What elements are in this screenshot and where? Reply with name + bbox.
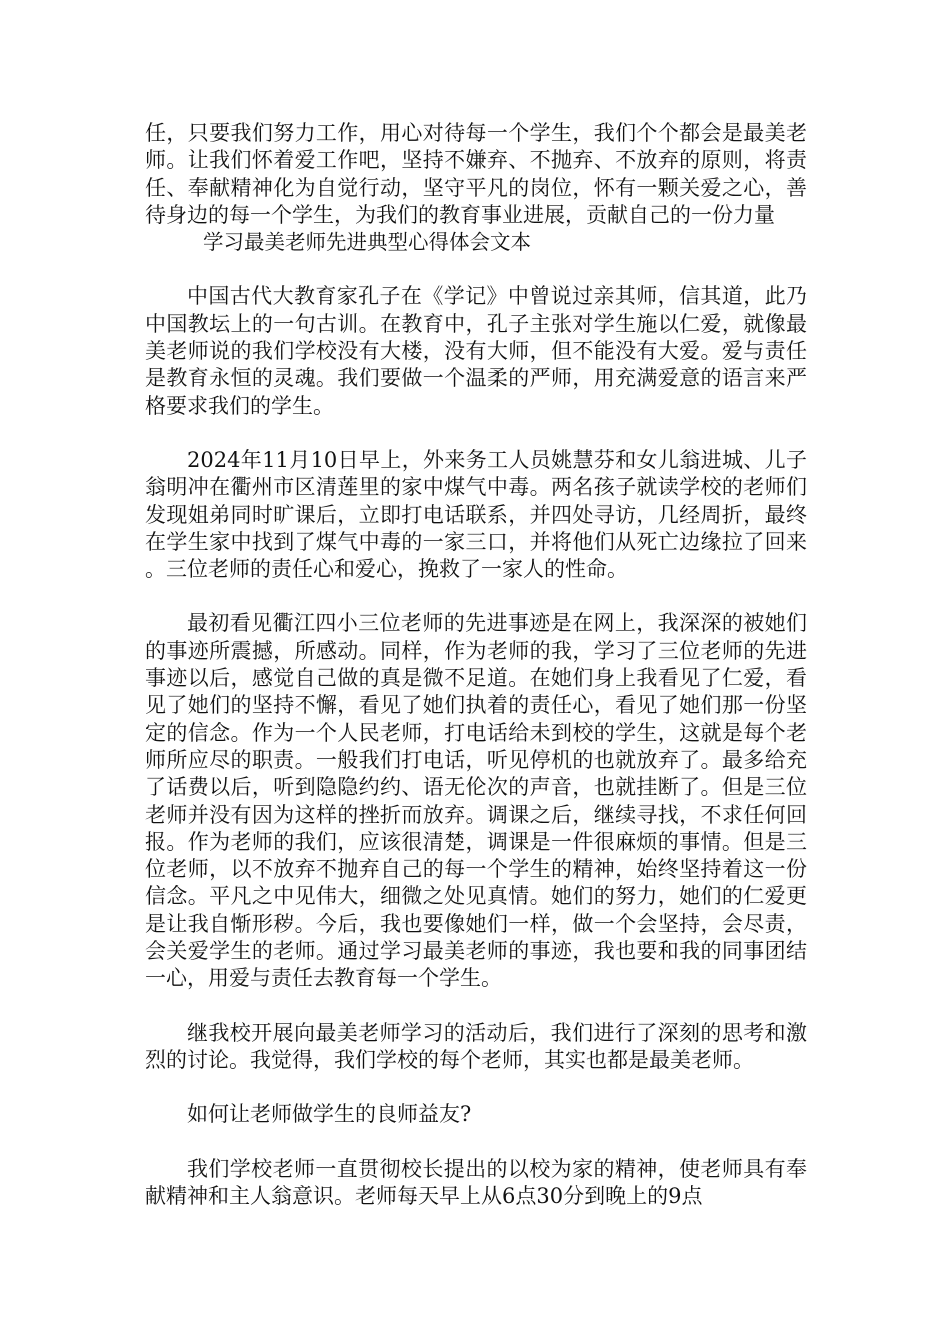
paragraph-gap <box>145 993 807 1020</box>
paragraph-gap <box>145 583 807 610</box>
paragraph-confucius: 中国古代大教育家孔子在《学记》中曾说过亲其师，信其道，此乃中国教坛上的一句古训。在教育中，孔子主张对学生施以仁爱，就像最美老师说的我们学校没有大楼，没有大师，但不能没有大爱。爱与责任是教育永恒的灵魂。我们要做一个温柔的严师，用充满爱意的语言来严格要求我们的学生。 <box>145 284 807 418</box>
paragraph-gap <box>145 1074 807 1101</box>
paragraph-school-activity: 继我校开展向最美老师学习的活动后，我们进行了深刻的思考和激烈的讨论。我觉得，我们学校的每个老师，其实也都是最美老师。 <box>145 1020 807 1072</box>
document-body <box>145 120 807 1210</box>
document-subtitle: 学习最美老师先进典型心得体会文本 <box>203 230 531 255</box>
paragraph-gas-poisoning: 2024年11月10日早上，外来务工人员姚慧芬和女儿翁进城、儿子翁明冲在衢州市区清莲里的家中煤气中毒。两名孩子就读学校的老师们发现姐弟同时旷课后，立即打电话联系，并四处寻访，几经周折，最终在学生家中找到了煤气中毒的一家三口，并将他们从死亡边缘拉了回来。三位老师的责任心和爱心，挽救了一家人的性命。 <box>145 447 807 582</box>
intro-paragraph: 任，只要我们努力工作，用心对待每一个学生，我们个个都会是最美老师。让我们怀着爱工作吧，坚持不嫌弃、不抛弃、不放弃的原则，将责任、奉献精神化为自觉行动，坚守平凡的岗位，怀有一颗关爱之心，善待身边的每一个学生，为我们的教育事业进展，贡献自己的一份力量 <box>145 121 807 227</box>
paragraph-question: 如何让老师做学生的良师益友? <box>187 1102 472 1127</box>
paragraph-gap <box>145 420 807 447</box>
paragraph-reflection: 最初看见衢江四小三位老师的先进事迹是在网上，我深深的被她们的事迹所震撼，所感动。同样，作为老师的我，学习了三位老师的先进事迹以后，感觉自己做的真是微不足道。在她们身上我看见了仁爱，看见了她们的坚持不懈，看见了她们执着的责任心，看见了她们那一份坚定的信念。作为一个人民老师，打电话给未到校的学生，这就是每个老师所应尽的职责。一般我们打电话，听见停机的也就放弃了。最多给充了话费以后，听到隐隐约约、语无伦次的声音，也就挂断了。但是三位老师并没有因为这样的挫折而放弃。调课之后，继续寻找，不求任何回报。作为老师的我们，应该很清楚，调课是一件很麻烦的事情。但是三位老师，以不放弃不抛弃自己的每一个学生的精神，始终坚持着这一份信念。平凡之中见伟大，细微之处见真情。她们的努力，她们的仁爱更是让我自惭形秽。今后，我也要像她们一样，做一个会坚持，会尽责，会关爱学生的老师。通过学习最美老师的事迹，我也要和我的同事团结一心，用爱与责任去教育每一个学生。 <box>145 611 807 991</box>
paragraph-school-teachers: 我们学校老师一直贯彻校长提出的以校为家的精神，使老师具有奉献精神和主人翁意识。老师每天早上从6点30分到晚上的9点 <box>145 1156 807 1208</box>
paragraph-gap <box>145 256 807 283</box>
paragraph-gap <box>145 1129 807 1156</box>
